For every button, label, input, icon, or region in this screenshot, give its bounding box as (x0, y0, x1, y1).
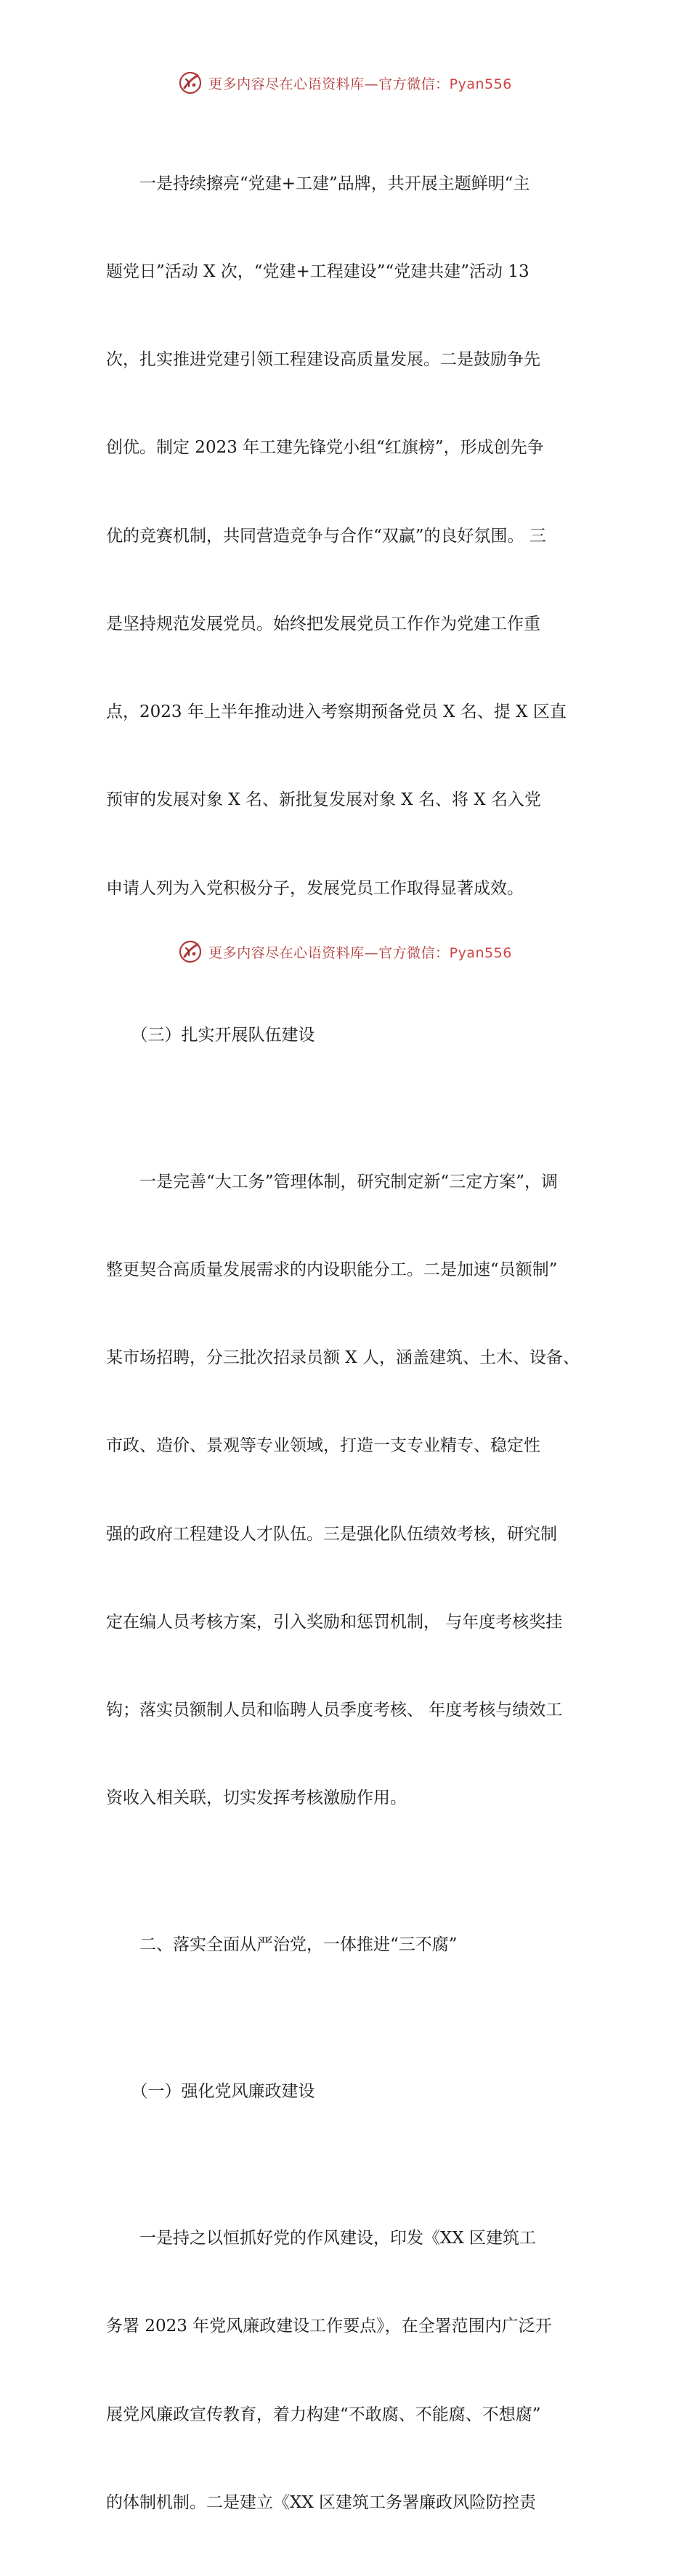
footer-watermark (0, 937, 690, 966)
section-heading-team-building (106, 962, 607, 1109)
text-line: 定在编人员考核方案，引入奖励和惩罚机制， 与年度考核奖挂 (106, 1612, 563, 1632)
text-line: 预审的发展对象 X 名、新批复发展对象 X 名、将 X 名入党 (106, 790, 541, 810)
text-line: 点，2023 年上半年推动进入考察期预备党员 X 名、提 X 区直 (106, 702, 567, 722)
text-line: 资收入相关联，切实发挥考核激励作用。 (106, 1789, 407, 1808)
heading-line: （一）强化党风廉政建设 (106, 2082, 315, 2102)
text-line: 一是持续擦亮“党建+工建”品牌，共开展主题鲜明“主 (106, 174, 530, 193)
watermark-wechat-id: Pyan556 (449, 76, 512, 92)
text-line: 整更契合高质量发展需求的内设职能分工。二是加速“员额制” (106, 1260, 558, 1279)
paragraph-clean-government (106, 2165, 607, 2576)
text-line: 次，扎实推进党建引领工程建设高质量发展。二是鼓励争先 (106, 350, 540, 370)
document-body (106, 110, 607, 2576)
watermark-wechat-id: Pyan556 (449, 944, 512, 961)
brush-logo-icon (178, 939, 203, 964)
watermark-label: 更多内容尽在心语资料库—官方微信： (208, 76, 450, 92)
text-line: 一是持之以恒抓好党的作风建设，印发《XX 区建筑工 (106, 2229, 537, 2248)
watermark-label: 更多内容尽在心语资料库—官方微信： (208, 944, 450, 961)
paragraph-team-building (106, 1109, 607, 1872)
text-line: 优的竞赛机制，共同营造竞争与合作“双赢”的良好氛围。 三 (106, 526, 546, 546)
heading-line: 二、落实全面从严治党，一体推进“三不腐” (106, 1935, 458, 1955)
text-line: 是坚持规范发展党员。始终把发展党员工作作为党建工作重 (106, 614, 540, 633)
text-line: 钩；落实员额制人员和临聘人员季度考核、 年度考核与绩效工 (106, 1700, 563, 1720)
text-line: 题党日”活动 X 次，“党建+工程建设”“党建共建”活动 13 (106, 262, 529, 282)
section-heading-clean-government (106, 2018, 607, 2165)
text-line: 申请人列为入党积极分子，发展党员工作取得显著成效。 (106, 878, 524, 898)
brush-logo-icon (178, 70, 203, 95)
section-heading-strict-governance (106, 1871, 607, 2018)
text-line: 市政、造价、景观等专业领域，打造一支专业精专、稳定性 (106, 1436, 540, 1456)
heading-line: （三）扎实开展队伍建设 (106, 1025, 315, 1045)
watermark-text (208, 73, 512, 93)
text-line: 强的政府工程建设人才队伍。三是强化队伍绩效考核，研究制 (106, 1524, 557, 1544)
text-line: 一是完善“大工务”管理体制，研究制定新“三定方案”，调 (106, 1172, 559, 1191)
watermark-text (208, 942, 512, 962)
text-line: 展党风廉政宣传教育，着力构建“不敢腐、不能腐、不想腐” (106, 2405, 541, 2424)
header-watermark (0, 68, 690, 97)
text-line: 的体制机制。二是建立《XX 区建筑工务署廉政风险防控责 (106, 2492, 537, 2512)
text-line: 创优。制定 2023 年工建先锋党小组“红旗榜”，形成创先争 (106, 438, 544, 458)
text-line: 务署 2023 年党风廉政建设工作要点》，在全署范围内广泛开 (106, 2317, 552, 2336)
paragraph-party-building (106, 110, 607, 962)
text-line: 某市场招聘，分三批次招录员额 X 人，涵盖建筑、土木、设备、 (106, 1348, 580, 1368)
